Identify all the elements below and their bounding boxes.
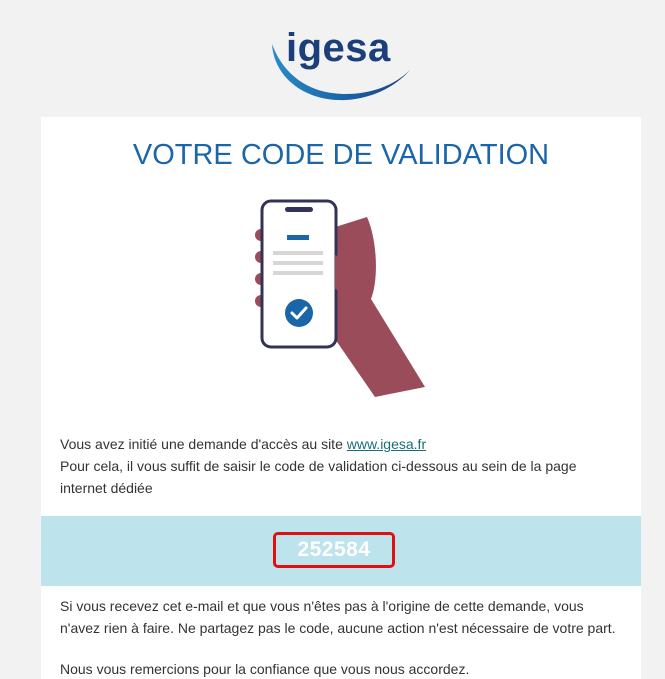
phone-in-hand-checkmark-icon (255, 199, 431, 399)
intro-text: Vous avez initié une demande d'accès au site (60, 436, 347, 452)
logo-wordmark: igesa (286, 26, 391, 70)
thanks-message: Nous vous remercions pour la confiance que vous nous accordez. (60, 661, 470, 677)
igesa-logo[interactable] (266, 26, 416, 106)
page-title: VOTRE CODE DE VALIDATION (132, 139, 550, 171)
code-band (41, 516, 641, 586)
igesa-site-link[interactable]: www.igesa.fr (346, 436, 427, 452)
validation-code-highlight (273, 532, 395, 568)
security-notice: Si vous recevez cet e-mail et que vous n'êtes pas à l'origine de cette demande, vous n'avez rien à faire. Ne partagez pas le code, aucune action n'est nécessaire de votre part. (60, 598, 616, 636)
intro-paragraph (60, 433, 620, 499)
validation-code[interactable]: 252584 (297, 538, 371, 561)
intro-instructions: Pour cela, il vous suffit de saisir le code de validation ci-dessous au sein de la page internet dédiée (60, 458, 577, 496)
message-card (41, 117, 641, 679)
